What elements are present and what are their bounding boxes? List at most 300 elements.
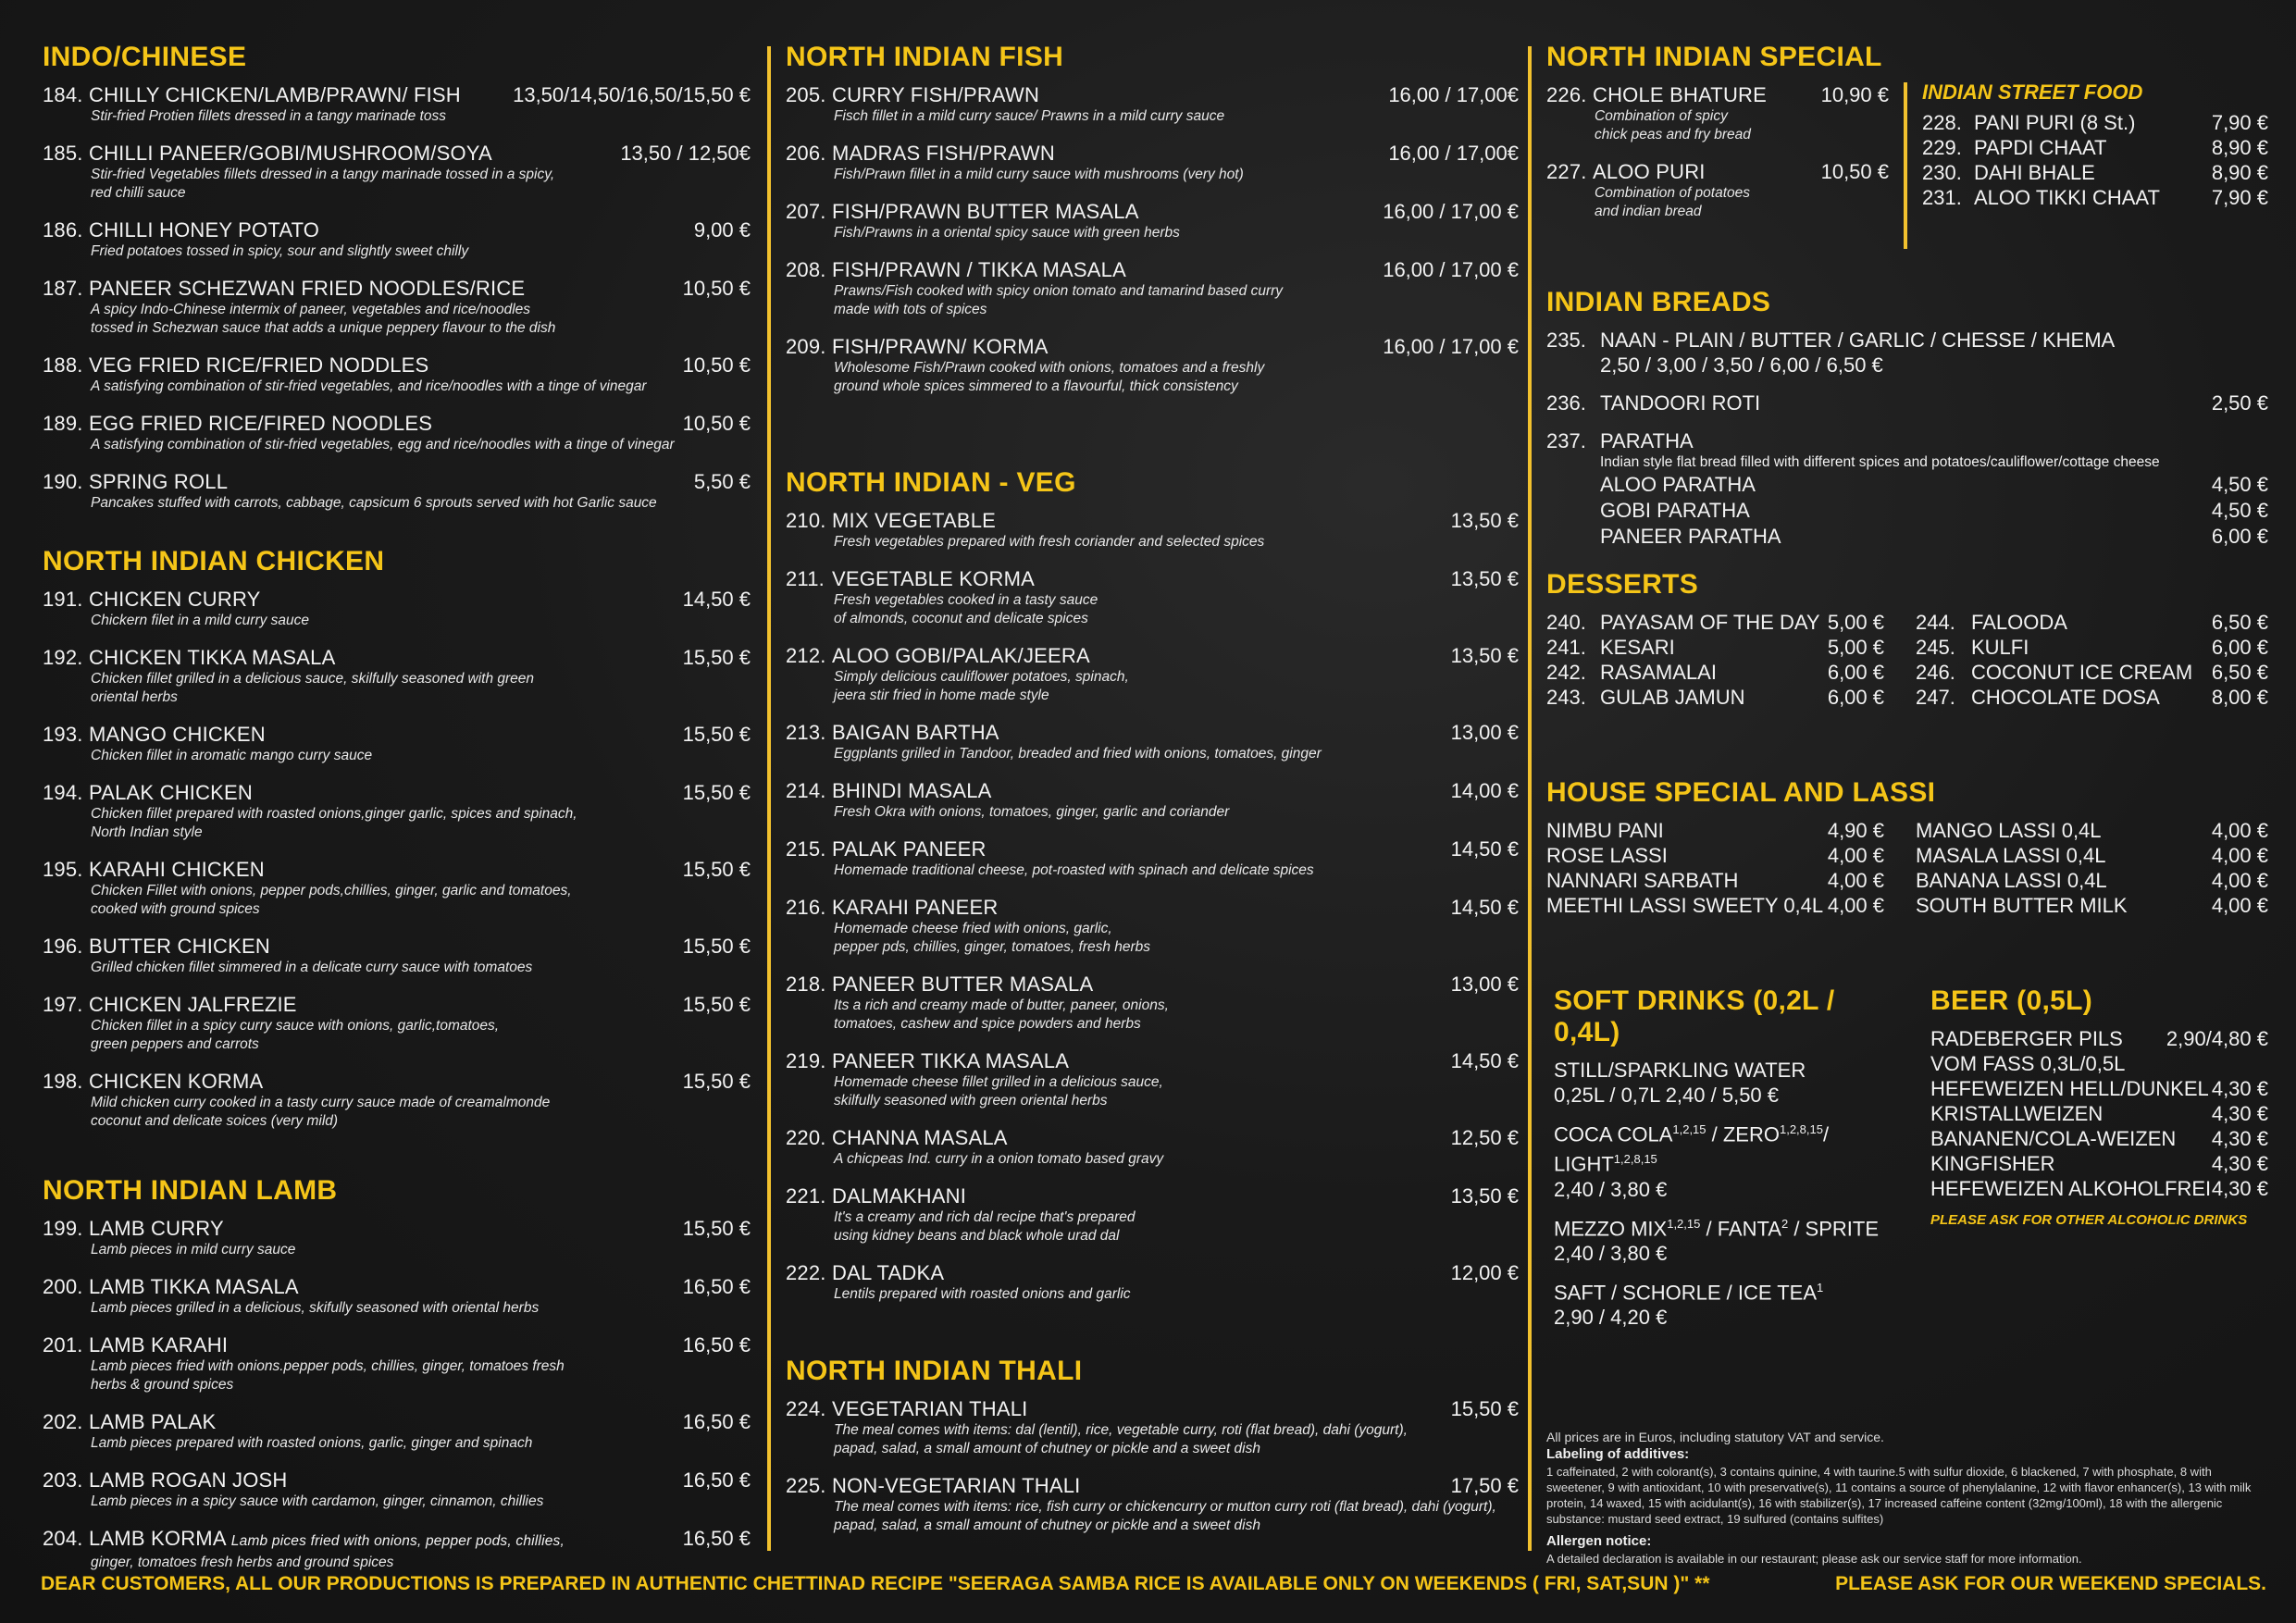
item-description: Fresh vegetables prepared with fresh coriander and selected spices — [834, 534, 1265, 550]
list-item — [1916, 893, 2268, 918]
item-price: 10,50 € — [682, 353, 751, 377]
item-number: 222. — [786, 1261, 826, 1284]
menu-item-row — [786, 895, 1519, 920]
item-name: PANEER BUTTER MASALA — [832, 973, 1094, 996]
section-title: HOUSE SPECIAL AND LASSI — [1546, 777, 1936, 808]
item-name: CHOLE BHATURE — [1593, 83, 1767, 106]
allergen-title: Allergen notice: — [1546, 1533, 1652, 1550]
item-number: 186. — [43, 218, 83, 242]
list-item — [1930, 1151, 2268, 1176]
item-name: CHICKEN CURRY — [89, 588, 261, 611]
item-description: pepper pds, chillies, ginger, tomatoes, fresh herbs — [834, 939, 1151, 955]
menu-item-row — [786, 566, 1519, 591]
section-title: NORTH INDIAN CHICKEN — [43, 546, 385, 576]
menu-item-row — [786, 836, 1519, 861]
item-price: 13,50 € — [1450, 509, 1519, 532]
item-price: 6,00 € — [1827, 661, 1884, 684]
section-title: INDIAN BREADS — [1546, 287, 1771, 317]
item-description: Combination of spicy — [1595, 108, 1728, 124]
item-number: 201. — [43, 1333, 83, 1357]
item-name-wrap — [43, 587, 261, 612]
menu-item-row — [786, 720, 1519, 745]
item-price: 5,50 € — [693, 470, 751, 493]
item-price: 2,50 € — [2211, 391, 2268, 415]
list-item — [1546, 843, 1884, 868]
menu-item — [786, 141, 1519, 184]
item-number: 209. — [786, 335, 826, 358]
item-description: Lentils prepared with roasted onions and garlic — [834, 1286, 1131, 1302]
section-veg — [786, 467, 1519, 1356]
section-title: NORTH INDIAN LAMB — [43, 1175, 338, 1206]
item-name: BANANA LASSI 0,4L — [1916, 869, 2107, 892]
item-number: 208. — [786, 258, 826, 281]
item-name: CHANNA MASALA — [832, 1126, 1008, 1149]
item-name-wrap — [1916, 660, 2192, 685]
item-number: 211. — [786, 567, 825, 590]
menu-item-row — [786, 1396, 1519, 1421]
menu-item — [786, 643, 1519, 705]
item-price: 4,00 € — [1827, 844, 1884, 867]
item-name: ALOO PURI — [1593, 160, 1706, 183]
item-name-wrap — [43, 1332, 228, 1357]
item-name-wrap — [786, 836, 987, 861]
item-description: Pancakes stuffed with carrots, cabbage, capsicum 6 sprouts served with hot Garlic sauce — [91, 495, 657, 511]
item-name: MEETHI LASSI SWEETY 0,4L — [1546, 894, 1824, 917]
item-price: 14,50 € — [1450, 1049, 1519, 1072]
item-name-wrap — [786, 1125, 1008, 1150]
item-name-wrap — [786, 334, 1049, 359]
item-description: Fresh vegetables cooked in a tasty sauce — [834, 592, 1098, 608]
item-name: LAMB KARAHI — [89, 1333, 229, 1357]
item-name: KULFI — [1971, 636, 2029, 659]
column-right — [1546, 42, 2268, 1567]
menu-item — [43, 141, 751, 203]
item-price: 6,50 € — [2211, 611, 2268, 634]
item-name-wrap — [1546, 893, 1823, 918]
list-item — [1930, 1051, 2268, 1076]
menu-item-row — [786, 643, 1519, 668]
item-name: CHICKEN JALFREZIE — [89, 993, 297, 1016]
menu-item — [43, 1409, 751, 1453]
item-name: DAHI BHALE — [1974, 161, 2095, 184]
item-name-wrap — [786, 972, 1093, 997]
item-description: Grilled chicken fillet simmered in a delicate curry sauce with tomatoes — [91, 960, 533, 975]
item-name: PALAK CHICKEN — [89, 781, 254, 804]
item-name-wrap — [43, 934, 270, 959]
item-price: 6,00 € — [1827, 686, 1884, 709]
item-name-wrap — [43, 992, 297, 1017]
cola-price: 2,40 / 3,80 € — [1554, 1177, 1668, 1201]
item-price: 6,00 € — [2211, 636, 2268, 659]
item-number: 231. — [1922, 186, 1962, 209]
item-name: PANEER SCHEZWAN FRIED NOODLES/RICE — [89, 277, 526, 300]
item-number: 228. — [1922, 111, 1962, 134]
item-name: ALOO TIKKI CHAAT — [1974, 186, 2160, 209]
allergen-text: A detailed declaration is available in our restaurant; please ask our service staff for more information. — [1546, 1552, 2082, 1567]
item-name: TANDOORI ROTI — [1600, 391, 1761, 415]
item-price: 7,90 € — [2211, 111, 2268, 134]
item-name-wrap — [786, 257, 1126, 282]
list-item — [1916, 635, 2268, 660]
menu-item-row — [43, 780, 751, 805]
item-name: EGG FRIED RICE/FIRED NOODLES — [89, 412, 433, 435]
item-name-wrap — [786, 82, 1039, 107]
menu-item — [786, 895, 1519, 957]
menu-item-row — [786, 82, 1519, 107]
item-price: 16,50 € — [682, 1275, 751, 1298]
item-name-wrap — [1930, 1126, 2176, 1151]
item-number: 199. — [43, 1217, 83, 1240]
item-description: using kidney beans and black whole urad dal — [834, 1228, 1120, 1244]
item-price: 16,50 € — [682, 1527, 751, 1550]
item-name-wrap — [786, 566, 1035, 591]
item-number: 244. — [1916, 611, 1955, 634]
item-name: RADEBERGER PILS — [1930, 1027, 2123, 1050]
item-description: Fresh Okra with onions, tomatoes, ginger, garlic and coriander — [834, 804, 1230, 820]
item-name: MADRAS FISH/PRAWN — [832, 142, 1055, 165]
item-name: MANGO CHICKEN — [89, 723, 266, 746]
section-chicken — [43, 546, 751, 1175]
section-title: NORTH INDIAN FISH — [786, 42, 1064, 72]
item-price: 4,30 € — [2211, 1152, 2268, 1175]
menu-item-row — [43, 82, 751, 107]
item-name: FISH/PRAWN BUTTER MASALA — [832, 200, 1139, 223]
item-name-wrap — [43, 722, 266, 747]
column-divider — [1528, 46, 1532, 1551]
item-number: 227. — [1546, 160, 1587, 183]
list-item — [1546, 610, 1884, 635]
item-number: 236. — [1546, 391, 1586, 415]
item-description: Fisch fillet in a mild curry sauce/ Prawns in a mild curry sauce — [834, 108, 1225, 124]
menu-item-row — [786, 778, 1519, 803]
item-price: 5,00 € — [1827, 636, 1884, 659]
list-item — [1546, 498, 2268, 524]
item-name: KINGFISHER — [1930, 1152, 2055, 1175]
item-description: A spicy Indo-Chinese intermix of paneer, vegetables and rice/noodles — [91, 302, 531, 317]
item-price: 13,50 € — [1450, 1184, 1519, 1208]
item-description: and indian bread — [1595, 204, 1702, 219]
item-price: 15,50 € — [682, 1217, 751, 1240]
item-number: 212. — [786, 644, 826, 667]
list-item — [1916, 843, 2268, 868]
section-soft-drinks — [1554, 985, 1882, 1330]
item-number: 210. — [786, 509, 826, 532]
list-item — [1930, 1126, 2268, 1151]
list-item — [1546, 524, 2268, 550]
item-name: BUTTER CHICKEN — [89, 935, 270, 958]
item-number: 204. — [43, 1527, 83, 1550]
item-description: Chickern filet in a mild curry sauce — [91, 613, 310, 628]
item-price: 16,50 € — [682, 1410, 751, 1433]
item-price: 13,50 € — [1450, 644, 1519, 667]
menu-item-row — [43, 1069, 751, 1094]
item-name-wrap — [1546, 868, 1738, 893]
menu-item — [43, 217, 751, 261]
item-description: Its a rich and creamy made of butter, paneer, onions, — [834, 997, 1169, 1013]
section-street-food — [1922, 42, 2268, 287]
section-indo-chinese — [43, 42, 751, 546]
item-price: 15,50 € — [1450, 1397, 1519, 1420]
menu-item — [43, 1216, 751, 1259]
item-description: chick peas and fry bread — [1595, 127, 1751, 142]
item-price: 16,00 / 17,00 € — [1383, 258, 1519, 281]
item-name-wrap — [43, 1468, 287, 1493]
item-name-wrap — [786, 199, 1139, 224]
item-price: 6,00 € — [2211, 525, 2268, 548]
item-name-wrap — [43, 217, 319, 242]
item-description: cooked with ground spices — [91, 901, 260, 917]
item-name-wrap — [786, 1473, 1080, 1498]
item-name: HEFEWEIZEN ALKOHOLFREI — [1930, 1177, 2212, 1200]
item-name: VEGETARIAN THALI — [832, 1397, 1028, 1420]
menu-item — [786, 1260, 1519, 1304]
item-price: 16,50 € — [682, 1468, 751, 1492]
item-description: green peppers and carrots — [91, 1036, 259, 1052]
item-name-wrap — [43, 1409, 216, 1434]
cola-line: COCA COLA$^{1,2,15}$ / ZERO$^{1,2,8,15}$/ — [1554, 1122, 1830, 1146]
item-name: GOBI PARATHA — [1600, 499, 1750, 522]
item-name-wrap — [1916, 818, 2102, 843]
price-notice: All prices are in Euros, including statutory VAT and service. — [1546, 1430, 1884, 1445]
list-item — [1916, 818, 2268, 843]
item-name: DAL TADKA — [832, 1261, 945, 1284]
item-price: 15,50 € — [682, 1070, 751, 1093]
item-description: A satisfying combination of stir-fried vegetables, egg and rice/noodles with a tinge of vinegar — [91, 437, 675, 452]
column-middle — [786, 42, 1519, 1550]
item-number: 214. — [786, 779, 826, 802]
item-description: Fish/Prawn fillet in a mild curry sauce with mushrooms (very hot) — [834, 167, 1244, 182]
item-description: papad, salad, a small amount of chutney or pickle and a sweet dish — [834, 1441, 1260, 1456]
item-price: 4,50 € — [2211, 473, 2268, 496]
column-left — [43, 42, 751, 1587]
item-price: 17,50 € — [1450, 1474, 1519, 1497]
section-title: BEER (0,5L) — [1930, 985, 2092, 1016]
item-description: Chicken fillet in aromatic mango curry sauce — [91, 748, 373, 763]
section-title: SOFT DRINKS (0,2L / 0,4L) — [1554, 985, 1835, 1047]
mezzo-line: MEZZO MIX$^{1,2,15}$ / FANTA$^2$ / SPRITE — [1554, 1216, 1880, 1240]
list-item — [1546, 818, 1884, 843]
item-price: 16,50 € — [682, 1333, 751, 1357]
item-price: 15,50 € — [682, 858, 751, 881]
item-description: It's a creamy and rich dal recipe that's prepared — [834, 1209, 1136, 1225]
list-item — [1546, 868, 1884, 893]
item-name: RASAMALAI — [1600, 661, 1717, 684]
item-name-wrap — [1546, 82, 1767, 107]
list-item — [1546, 472, 2268, 498]
item-number: 218. — [786, 973, 826, 996]
item-name-wrap — [1546, 660, 1717, 685]
item-number: 229. — [1922, 136, 1962, 159]
list-item — [1922, 185, 2268, 210]
menu-item-row — [43, 645, 751, 670]
item-description: A satisfying combination of stir-fried vegetables, and rice/noodles with a tinge of vinegar — [91, 378, 647, 394]
item-name-wrap — [786, 643, 1090, 668]
section-fish — [786, 42, 1519, 467]
item-name-wrap — [43, 645, 335, 670]
menu-item-row — [786, 257, 1519, 282]
menu-item — [43, 1274, 751, 1318]
item-description: Mild chicken curry cooked in a tasty curry sauce made of creamalmonde — [91, 1095, 551, 1110]
item-name-wrap — [43, 411, 432, 436]
item-name-wrap — [43, 276, 525, 301]
item-description: Chicken fillet grilled in a delicious sauce, skilfully seasoned with green — [91, 671, 535, 687]
item-number: 225. — [786, 1474, 826, 1497]
menu-item — [43, 992, 751, 1054]
item-name-wrap — [1922, 110, 2135, 135]
item-price: 10,50 € — [682, 412, 751, 435]
roti-line — [1546, 390, 2268, 415]
menu-item — [43, 1332, 751, 1394]
item-name: KRISTALLWEIZEN — [1930, 1102, 2104, 1125]
menu-item-row — [786, 1125, 1519, 1150]
menu-item — [43, 353, 751, 396]
menu-item — [43, 1468, 751, 1511]
item-price: 14,50 € — [682, 588, 751, 611]
item-name-wrap — [1922, 160, 2095, 185]
section-title: DESSERTS — [1546, 569, 1699, 600]
additives-title: Labeling of additives: — [1546, 1446, 1690, 1463]
item-price: 16,00 / 17,00 € — [1383, 335, 1519, 358]
section-lassi — [1546, 777, 2268, 985]
item-price: 14,50 € — [1450, 837, 1519, 861]
menu-item — [786, 82, 1519, 126]
item-name-wrap — [1930, 1151, 2054, 1176]
item-name: ALOO PARATHA — [1600, 473, 1756, 496]
item-name-wrap — [43, 353, 428, 378]
additives-text: 1 caffeinated, 2 with colorant(s), 3 contains quinine, 4 with taurine.5 with sulfur dioxide, 6 blackened, 7 with phosphate, 8 with sweetener, 9 with antioxidant, 10 with preservative(s), 11 contains a source of phenylalanine, 12 with flavor enhancer(s), 13 with milk protein, 14 waxed, 15 with acidulant(s), 16 with stabilizer(s), 17 increased caffeine content (32mg/100ml), 18 with the allergenic substance: mustard seed extract, 19 sulfured (contains sulfites) — [1546, 1465, 2252, 1527]
item-price: 15,50 € — [682, 935, 751, 958]
list-item — [1916, 660, 2268, 685]
item-name: PAYASAM OF THE DAY — [1600, 611, 1820, 634]
item-price: 15,50 € — [682, 723, 751, 746]
item-price: 8,00 € — [2211, 686, 2268, 709]
item-price: 13,50 / 12,50€ — [620, 142, 751, 165]
item-name-wrap — [786, 1048, 1069, 1073]
drinks-row — [1546, 985, 2268, 1330]
menu-item — [786, 199, 1519, 242]
menu-item-row — [43, 411, 751, 436]
menu-item-row — [43, 1274, 751, 1299]
item-price: 4,00 € — [2211, 844, 2268, 867]
item-name-wrap — [1916, 635, 2029, 660]
item-name: BAIGAN BARTHA — [832, 721, 999, 744]
item-number: 203. — [43, 1468, 83, 1492]
naan-prices: 2,50 / 3,00 / 3,50 / 6,00 / 6,50 € — [1600, 353, 1883, 377]
item-name: FISH/PRAWN / TIKKA MASALA — [832, 258, 1126, 281]
menu-item-row — [786, 1183, 1519, 1208]
menu-item — [43, 1526, 751, 1572]
item-number: 189. — [43, 412, 83, 435]
item-description: Lamb pieces in a spicy sauce with cardamon, ginger, cinnamon, chillies — [91, 1493, 544, 1509]
item-number: 224. — [786, 1397, 826, 1420]
menu-item — [786, 1183, 1519, 1245]
item-price: 7,90 € — [2211, 186, 2268, 209]
item-name: GULAB JAMUN — [1600, 686, 1745, 709]
item-name-wrap — [43, 82, 461, 107]
item-name: PANEER PARATHA — [1600, 525, 1781, 548]
item-price: 2,90/4,80 € — [2166, 1027, 2268, 1050]
item-name-wrap — [786, 508, 996, 533]
item-name: KARAHI PANEER — [832, 896, 999, 919]
item-price: 4,00 € — [1827, 894, 1884, 917]
column-divider — [1904, 82, 1907, 249]
item-number: 220. — [786, 1126, 826, 1149]
item-number: 243. — [1546, 686, 1586, 709]
item-name: SPRING ROLL — [89, 470, 229, 493]
item-number: 240. — [1546, 611, 1586, 634]
item-price: 4,50 € — [2211, 499, 2268, 522]
item-name-wrap — [1922, 135, 2106, 160]
item-price: 15,50 € — [682, 646, 751, 669]
water-line: STILL/SPARKLING WATER — [1554, 1059, 1806, 1082]
section-title: NORTH INDIAN THALI — [786, 1356, 1083, 1386]
item-name: VEGETABLE KORMA — [832, 567, 1035, 590]
item-price: 4,30 € — [2211, 1177, 2268, 1200]
item-price: 8,90 € — [2211, 136, 2268, 159]
item-name-wrap — [1546, 685, 1744, 710]
item-description: The meal comes with items: rice, fish curry or chickencurry or mutton curry roti (flat bread), dahi (yogurt), — [834, 1499, 1496, 1515]
item-name-wrap — [1546, 635, 1675, 660]
menu-item — [43, 780, 751, 842]
section-title: INDO/CHINESE — [43, 42, 247, 72]
menu-item-row — [786, 508, 1519, 533]
item-name: NAAN - PLAIN / BUTTER / GARLIC / CHESSE / KHEMA — [1600, 328, 2116, 352]
item-number: 235. — [1546, 328, 1586, 352]
item-number: 237. — [1546, 429, 1586, 452]
section-thali — [786, 1356, 1519, 1535]
menu-item-row — [43, 469, 751, 494]
item-price: 10,50 € — [1820, 160, 1889, 183]
menu-item-row — [43, 141, 751, 166]
light-line: LIGHT$^{1,2,8,15}$ — [1554, 1152, 1657, 1176]
item-name-wrap — [43, 1216, 224, 1241]
item-name: NIMBU PANI — [1546, 819, 1664, 842]
item-name-wrap — [1916, 610, 2067, 635]
item-name: COCONUT ICE CREAM — [1971, 661, 2193, 684]
item-price: 4,00 € — [2211, 819, 2268, 842]
item-price: 4,30 € — [2211, 1127, 2268, 1150]
list-item — [1916, 610, 2268, 635]
item-name: DALMAKHANI — [832, 1184, 967, 1208]
beer-note: PLEASE ASK FOR OTHER ALCOHOLIC DRINKS — [1930, 1212, 2248, 1228]
legal-notice — [1546, 1430, 2268, 1567]
list-item — [1922, 110, 2268, 135]
item-price: 10,50 € — [682, 277, 751, 300]
item-description: The meal comes with items: dal (lentil), rice, vegetable curry, roti (flat bread), dahi (yogurt), — [834, 1422, 1408, 1438]
item-name: LAMB TIKKA MASALA — [89, 1275, 299, 1298]
paratha-line — [1546, 428, 2268, 453]
list-item — [1916, 868, 2268, 893]
menu-item — [786, 972, 1519, 1034]
item-number: 184. — [43, 83, 83, 106]
item-name: MANGO LASSI 0,4L — [1916, 819, 2102, 842]
item-name-wrap — [786, 895, 998, 920]
section-title: NORTH INDIAN SPECIAL — [1546, 42, 1882, 72]
item-name-wrap — [1546, 610, 1820, 635]
footer-note: DEAR CUSTOMERS, ALL OUR PRODUCTIONS IS PREPARED IN AUTHENTIC CHETTINAD RECIPE "SEERAGA SAMBA RICE IS AVAILABLE ONLY ON WEEKENDS ( FRI, SAT,SUN )" ** — [41, 1573, 1710, 1594]
item-description: oriental herbs — [91, 689, 178, 705]
list-item — [1922, 135, 2268, 160]
list-item — [1546, 635, 1884, 660]
item-name-wrap — [43, 1069, 263, 1094]
menu-item — [43, 587, 751, 630]
item-price: 4,30 € — [2211, 1102, 2268, 1125]
item-number: 206. — [786, 142, 826, 165]
item-number: 190. — [43, 470, 83, 493]
item-number: 196. — [43, 935, 83, 958]
item-number: 188. — [43, 353, 83, 377]
item-description: tossed in Schezwan sauce that adds a unique peppery flavour to the dish — [91, 320, 556, 336]
